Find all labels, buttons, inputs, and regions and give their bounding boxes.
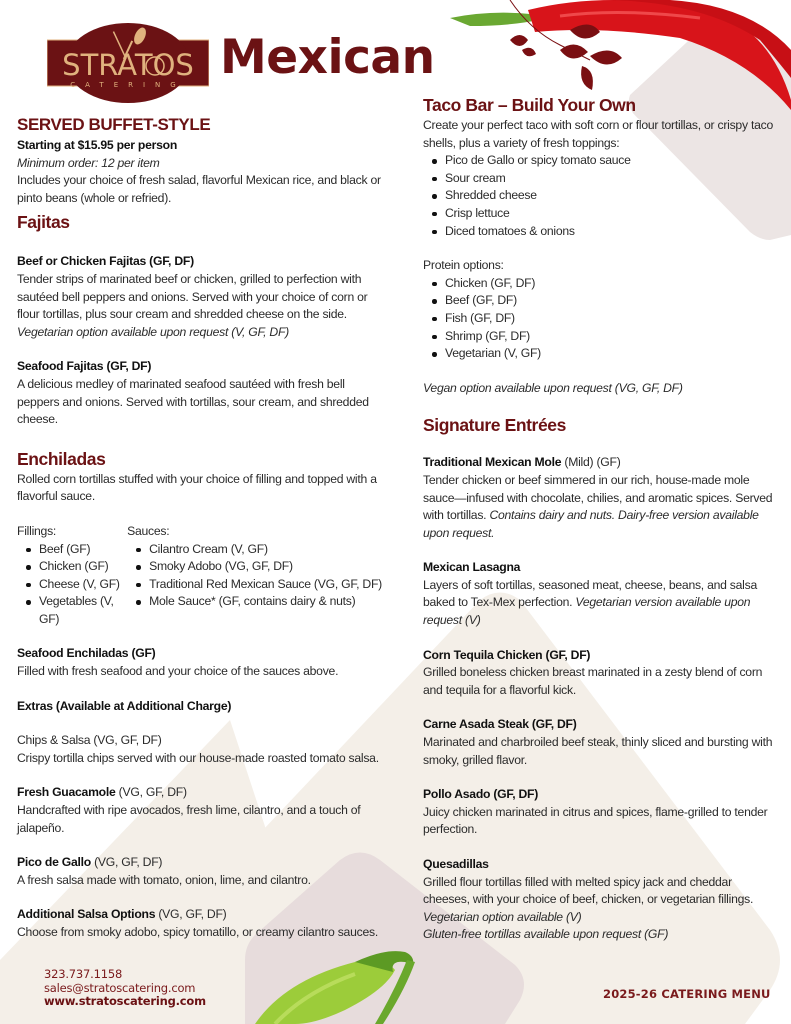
fillings-list (17, 523, 127, 629)
item-tags: (VG, GF, DF) (115, 785, 187, 800)
item-name: Traditional Mexican Mole (423, 455, 562, 470)
filling-item: Vegetables (V, GF) (17, 593, 127, 628)
fillings-label: Fillings: (17, 523, 57, 538)
item-desc-text: Tender strips of marinated beef or chicken, grilled to perfection with sautéed bell peppers and onions. Served with your choice of corn or flour tortillas, plus sour cream and shredded cheese on the side. (17, 271, 368, 322)
website-link[interactable]: www.stratoscatering.com (44, 994, 206, 1008)
item-tags: (VG, GF, DF) (90, 855, 163, 870)
enchiladas-intro: Rolled corn tortillas stuffed with your choice of filling and topped with a flavorful sauce. (17, 471, 377, 504)
entree-mole (423, 454, 773, 542)
item-name: Corn Tequila Chicken (GF, DF) (423, 647, 591, 662)
item-desc: Choose from smoky adobo, spicy tomatillo, or creamy cilantro sauces. (17, 925, 378, 939)
item-name: Mexican Lasagna (423, 560, 521, 575)
protein-item: Chicken (GF, DF) (423, 275, 773, 293)
protein-item: Beef (GF, DF) (423, 292, 773, 310)
stratos-catering-logo (47, 22, 209, 104)
item-name: Chips & Salsa (VG, GF, DF) (17, 733, 162, 748)
item-desc: Handcrafted with ripe avocados, fresh lime, cilantro, and a touch of jalapeño. (17, 803, 361, 835)
menu-item-seafood-enchiladas (17, 645, 382, 680)
item-name: Seafood Enchiladas (GF) (17, 646, 156, 661)
taco-bar-intro: Create your perfect taco with soft corn or flour tortillas, or crispy taco shells, plus a variety of fresh toppings: (423, 118, 773, 150)
item-desc: Layers of soft tortillas, seasoned meat, cheese, beans, and salsa baked to Tex-Mex perfection. (423, 577, 758, 610)
protein-item: Fish (GF, DF) (423, 310, 773, 328)
logo-sub-text: CATERING (70, 81, 186, 89)
item-note: Vegetarian version available upon request (V) (423, 595, 751, 628)
vegan-note: Vegan option available upon request (VG, GF, DF) (423, 380, 683, 395)
right-column (423, 94, 773, 944)
item-note: Vegetarian option available (V) (423, 909, 582, 924)
item-name: Beef or Chicken Fajitas (GF, DF) (17, 254, 194, 269)
topping-item: Shredded cheese (423, 187, 773, 205)
item-desc: A delicious medley of marinated seafood sautéed with fresh bell peppers and onions. Served with tortillas, sour cream, and shredded cheese. (17, 376, 369, 427)
entree-pollo-asado (423, 786, 773, 839)
topping-item: Sour cream (423, 170, 773, 188)
fajitas-heading: Fajitas (17, 212, 70, 233)
enchiladas-heading: Enchiladas (17, 448, 106, 469)
item-desc (17, 271, 382, 341)
catering-menu-label: 2025-26 CATERING MENU (603, 987, 771, 1001)
phone-number[interactable]: 323.737.1158 (44, 967, 123, 981)
extra-pico-de-gallo (17, 854, 382, 889)
item-desc: Grilled flour tortillas filled with melted spicy jack and cheddar cheeses, with your choice of beef, chicken, or vegetarian fillings. (423, 874, 754, 907)
filling-item: Cheese (V, GF) (17, 576, 127, 594)
extra-fresh-guacamole (17, 784, 382, 837)
entree-carne-asada (423, 716, 773, 769)
item-name: Pollo Asado (GF, DF) (423, 787, 539, 802)
taco-bar-heading: Taco Bar – Build Your Own (423, 95, 636, 115)
item-desc: Marinated and charbroiled beef steak, thinly sliced and bursting with smoky, grilled flavor. (423, 735, 773, 767)
item-desc: A fresh salsa made with tomato, onion, lime, and cilantro. (17, 872, 311, 887)
buffet-minimum: Minimum order: 12 per item (17, 155, 160, 170)
item-desc: Tender chicken or beef simmered in our rich, house-made mole sauce—infused with chocolate, chilies, and aromatic spices. Served with tortillas. (423, 472, 773, 523)
buffet-includes: Includes your choice of fresh salad, flavorful Mexican rice, and black or pinto beans (whole or refried). (17, 173, 381, 205)
protein-label: Protein options: (423, 258, 504, 273)
toppings-list (423, 152, 773, 240)
sauce-item: Mole Sauce* (GF, contains dairy & nuts) (127, 593, 382, 611)
item-desc: Juicy chicken marinated in citrus and spices, flame-grilled to tender perfection. (423, 804, 768, 837)
item-name: Additional Salsa Options (17, 907, 156, 922)
protein-list (423, 275, 773, 363)
item-note: Vegetarian option available upon request (V, GF, DF) (17, 324, 289, 339)
item-desc: Grilled boneless chicken breast marinated in a zesty blend of corn and tequila for a flavorful kick. (423, 665, 763, 697)
item-note: Contains dairy and nuts. Dairy-free version available upon request. (423, 508, 759, 540)
email-link[interactable]: sales@stratoscatering.com (44, 980, 196, 995)
filling-item: Beef (GF) (17, 541, 127, 559)
item-name: Fresh Guacamole (17, 785, 116, 800)
signature-heading: Signature Entrées (423, 415, 566, 436)
item-tags: (VG, GF, DF) (155, 907, 227, 922)
item-desc: Filled with fresh seafood and your choice of the sauces above. (17, 664, 339, 679)
buffet-price: Starting at $15.95 per person (17, 138, 178, 152)
protein-item: Shrimp (GF, DF) (423, 328, 773, 346)
entree-quesadillas (423, 856, 773, 944)
item-tags: (Mild) (GF) (561, 455, 621, 470)
topping-item: Diced tomatoes & onions (423, 223, 773, 241)
extras-heading: Extras (Available at Additional Charge) (17, 698, 232, 713)
entree-lasagna (423, 559, 773, 629)
topping-item: Pico de Gallo or spicy tomato sauce (423, 152, 773, 170)
sauce-item: Cilantro Cream (V, GF) (127, 541, 382, 559)
item-note: Gluten-free tortillas available upon request (GF) (423, 927, 669, 942)
menu-item-seafood-fajitas (17, 358, 382, 428)
item-desc: Crispy tortilla chips served with our house-made roasted tomato salsa. (17, 750, 379, 765)
logo-main-text: STRATOS (62, 48, 194, 82)
extra-additional-salsa (17, 906, 382, 941)
sauces-list (127, 523, 382, 629)
menu-item-beef-chicken-fajitas (17, 253, 382, 341)
filling-item: Chicken (GF) (17, 558, 127, 576)
sauce-item: Smoky Adobo (VG, GF, DF) (127, 558, 382, 576)
topping-item: Crisp lettuce (423, 205, 773, 223)
buffet-heading: SERVED BUFFET-STYLE (17, 115, 211, 134)
item-name: Carne Asada Steak (GF, DF) (423, 717, 577, 732)
green-chili-pepper-image (245, 940, 425, 1024)
enchiladas-options (17, 523, 382, 629)
sauces-label: Sauces: (127, 523, 170, 538)
protein-item: Vegetarian (V, GF) (423, 345, 773, 363)
page-title: Mexican (220, 30, 435, 85)
footer-contact (44, 968, 206, 1009)
item-name: Seafood Fajitas (GF, DF) (17, 359, 152, 374)
entree-corn-tequila-chicken (423, 647, 773, 700)
left-column (17, 115, 382, 942)
item-name: Pico de Gallo (17, 855, 91, 870)
item-name: Quesadillas (423, 857, 489, 871)
extra-chips-salsa (17, 732, 382, 767)
sauce-item: Traditional Red Mexican Sauce (VG, GF, DF) (127, 576, 382, 594)
